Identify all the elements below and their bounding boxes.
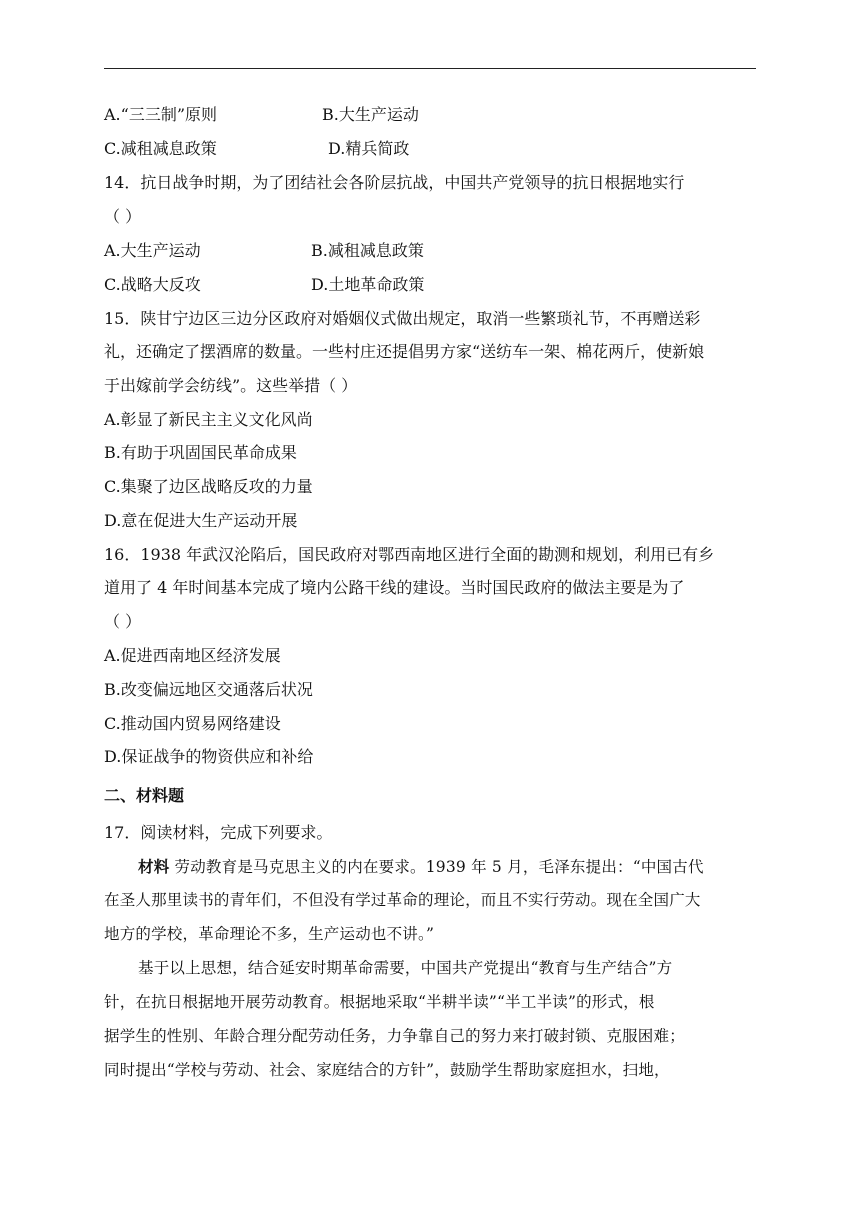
q16-stem-line1: 16．1938 年武汉沦陷后，国民政府对鄂西南地区进行全面的勘测和规划，利用已有乡: [104, 545, 715, 564]
q15-option-c: C.集聚了边区战略反攻的力量: [104, 477, 313, 496]
q13-option-c: C.减租减息政策: [104, 139, 217, 158]
q14-option-c: C.战略大反攻: [104, 275, 201, 294]
q16-answer-paren: （ ）: [104, 612, 142, 631]
q15-option-a: A.彰显了新民主主义文化风尚: [104, 410, 313, 429]
q14-option-b: B.减租减息政策: [311, 241, 424, 260]
material-paragraph-2-line4: 同时提出“学校与劳动、社会、家庭结合的方针”，鼓励学生帮助家庭担水，扫地，: [104, 1061, 670, 1079]
material-paragraph-2-line2: 针，在抗日根据地开展劳动教育。根据地采取“半耕半读”“半工半读”的形式，根: [104, 993, 655, 1011]
material-paragraph-1-line3: 地方的学校，革命理论不多，生产运动也不讲。”: [104, 925, 435, 943]
q14-option-a: A.大生产运动: [104, 241, 201, 260]
q16-option-d: D.保证战争的物资供应和补给: [104, 747, 314, 766]
header-rule: [104, 68, 756, 69]
q15-stem-line1: 15．陕甘宁边区三边分区政府对婚姻仪式做出规定，取消一些繁琐礼节，不再赠送彩: [104, 309, 701, 328]
q14-stem: 14．抗日战争时期，为了团结社会各阶层抗战，中国共产党领导的抗日根据地实行: [104, 173, 685, 192]
material-paragraph-1-line2: 在圣人那里读书的青年们，不但没有学过革命的理论，而且不实行劳动。现在全国广大: [104, 891, 701, 909]
q15-stem-line3: 于出嫁前学会纺线”。这些举措（ ）: [104, 376, 358, 395]
q13-option-d: D.精兵简政: [328, 139, 410, 158]
material-label: 材料: [138, 857, 170, 876]
q16-stem-line2: 道用了 4 年时间基本完成了境内公路干线的建设。当时国民政府的做法主要是为了: [104, 578, 685, 597]
material-paragraph-1-line1: [138, 856, 704, 878]
section-heading: 二、材料题: [104, 786, 185, 805]
q17-stem: 17．阅读材料，完成下列要求。: [104, 823, 333, 842]
material-paragraph-2-line1: 基于以上思想，结合延安时期革命需要，中国共产党提出“教育与生产结合”方: [138, 959, 673, 977]
q16-option-c: C.推动国内贸易网络建设: [104, 714, 281, 733]
q16-option-b: B.改变偏远地区交通落后状况: [104, 680, 313, 699]
q16-option-a: A.促进西南地区经济发展: [104, 646, 281, 665]
material-text: 劳动教育是马克思主义的内在要求。1939 年 5 月，毛泽东提出：“中国古代: [169, 858, 704, 876]
q14-answer-paren: （ ）: [104, 207, 142, 226]
q14-option-d: D.土地革命政策: [311, 275, 425, 294]
q13-option-b: B.大生产运动: [322, 105, 419, 124]
q15-stem-line2: 礼，还确定了摆酒席的数量。一些村庄还提倡男方家“送纺车一架、棉花两斤，使新娘: [104, 342, 705, 361]
q13-option-a: A.“三三制”原则: [104, 105, 218, 124]
material-paragraph-2-line3: 据学生的性别、年龄合理分配劳动任务，力争靠自己的努力来打破封锁、克服困难；: [104, 1027, 685, 1045]
q15-option-b: B.有助于巩固国民革命成果: [104, 443, 297, 462]
q15-option-d: D.意在促进大生产运动开展: [104, 511, 298, 530]
